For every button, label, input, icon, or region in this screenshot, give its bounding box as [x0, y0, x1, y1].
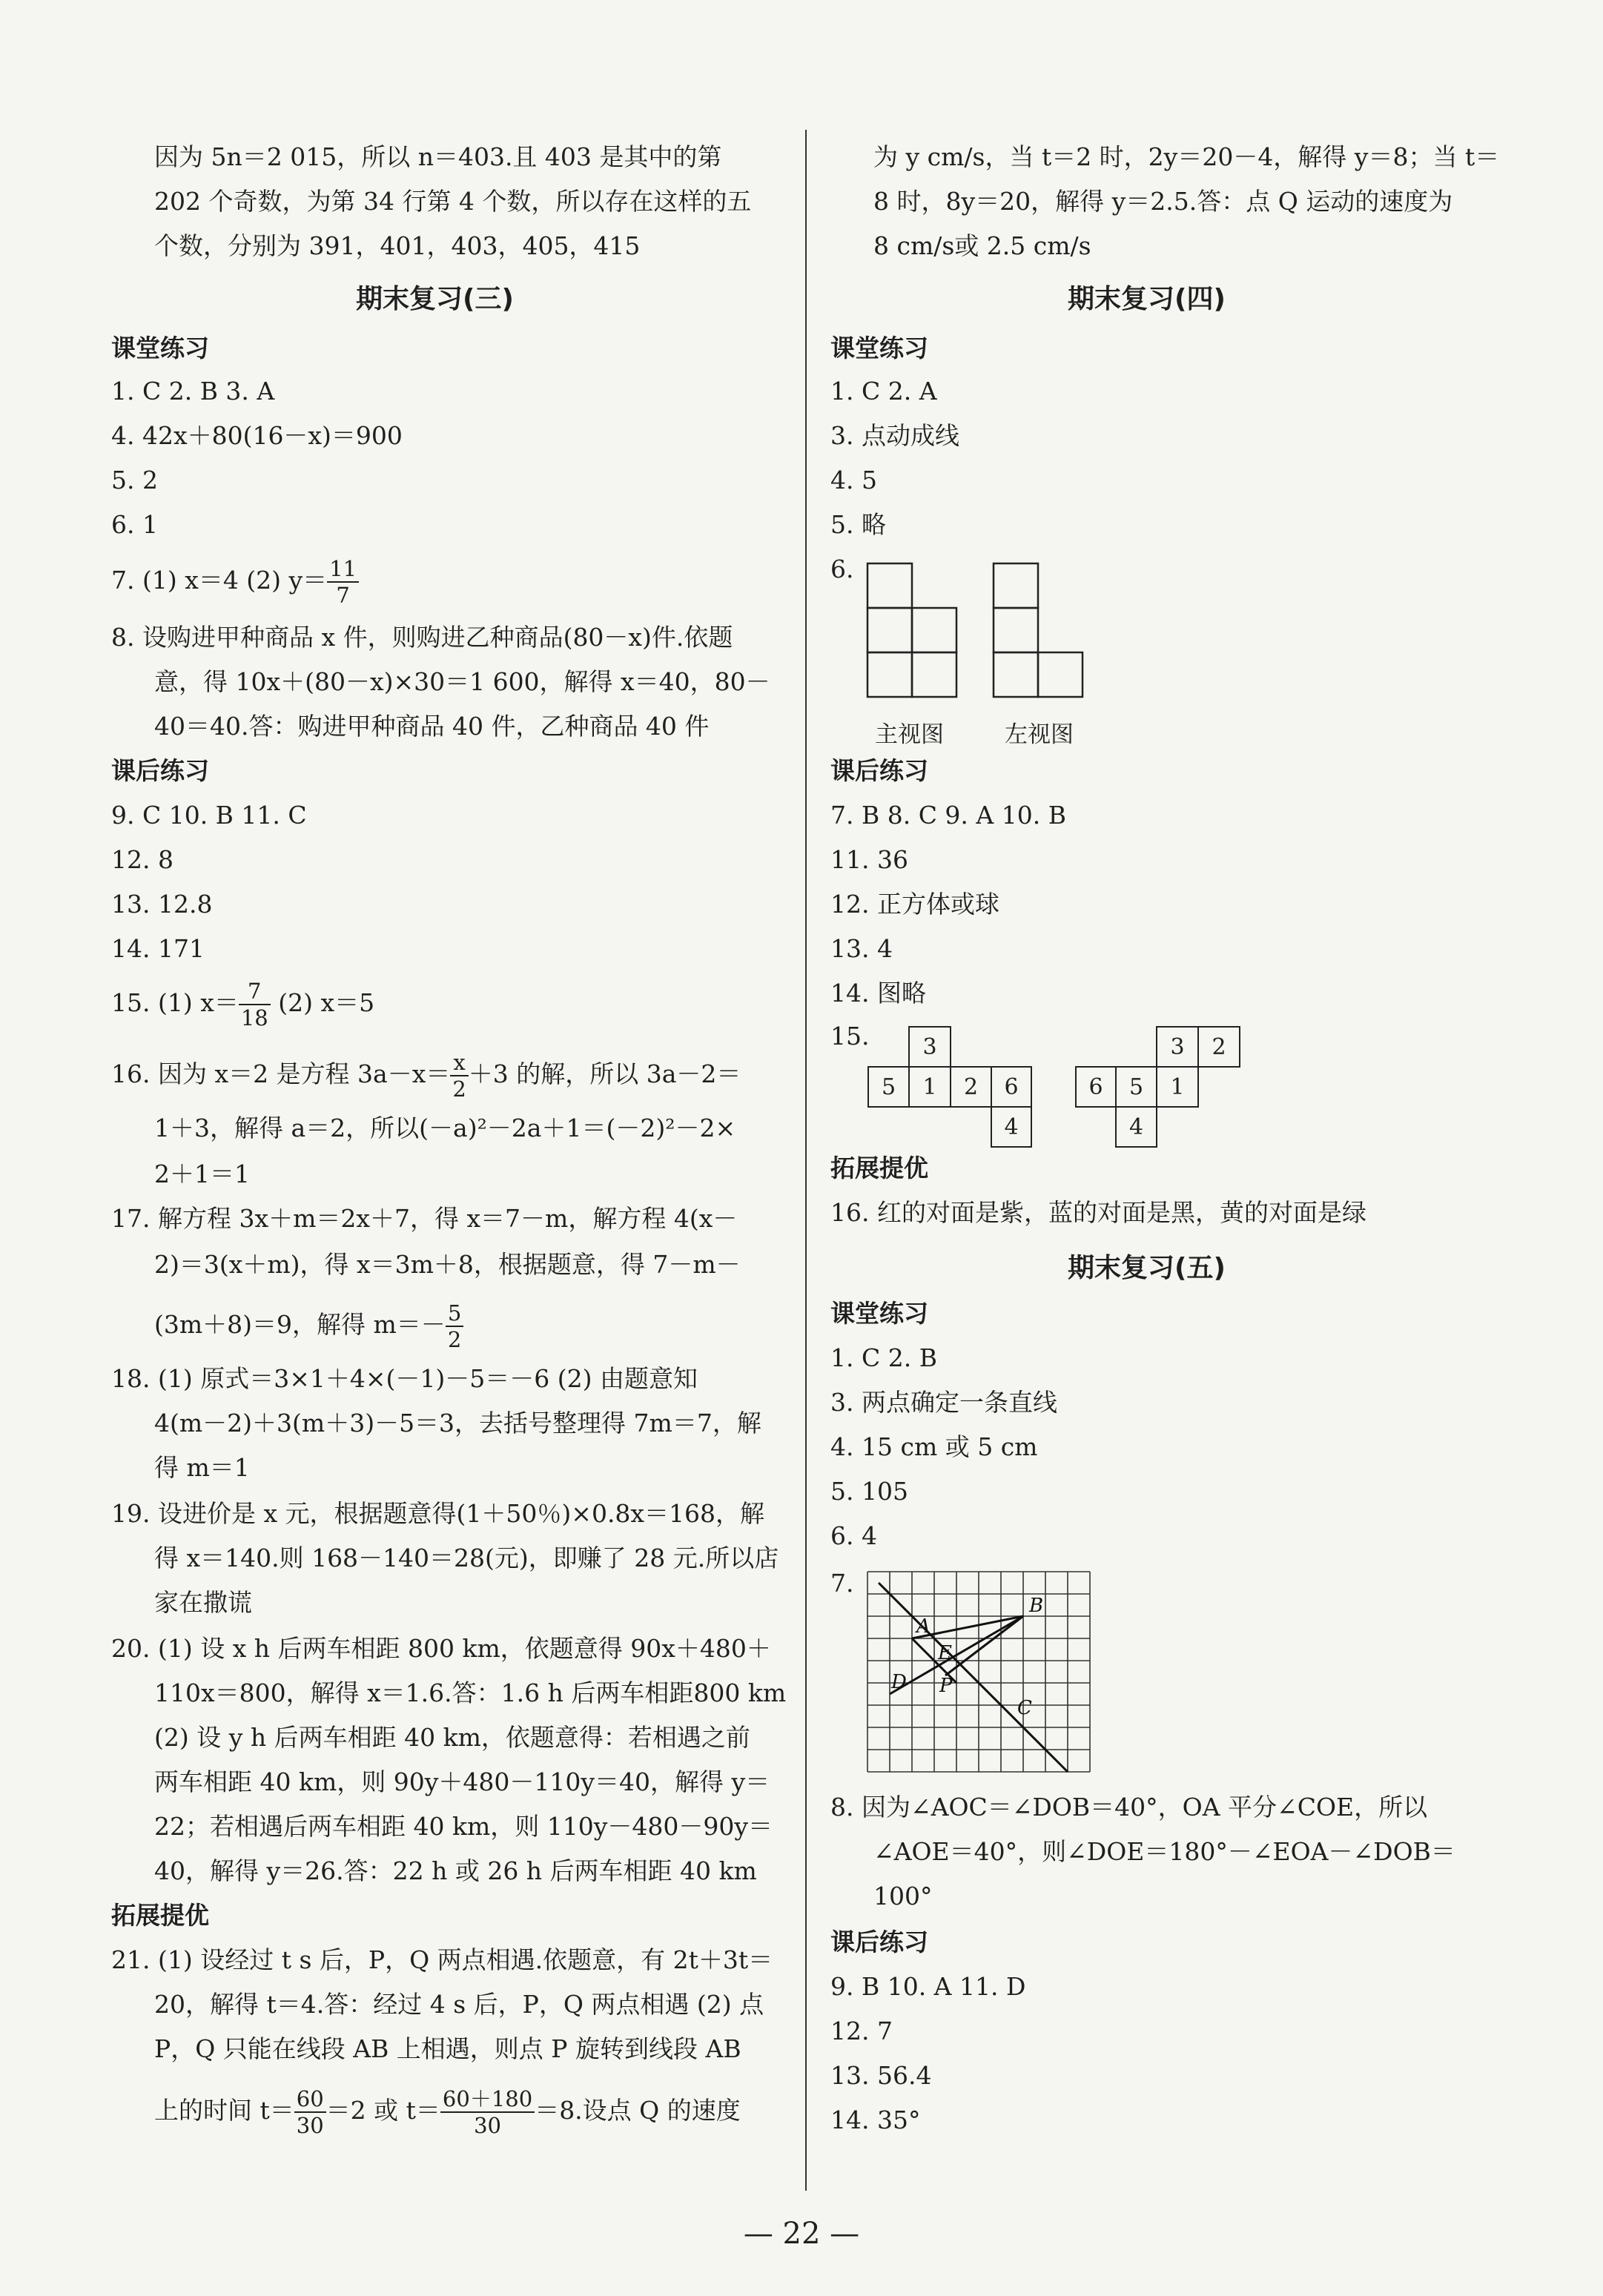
denominator: 30 — [474, 2113, 501, 2138]
answer-5-7: 7. — [830, 1569, 854, 1598]
point-label-A: A — [916, 1615, 931, 1638]
denominator: 7 — [336, 583, 350, 608]
answer-7 — [111, 556, 359, 608]
answer-5-8-line-2: ∠AOE＝40°，则∠DOE＝180°－∠EOA－∠DOB＝ — [873, 1837, 1455, 1866]
answer-8-line-2: 意，得 10x＋(80－x)×30＝1 600，解得 x＝40，80－ — [154, 667, 770, 696]
point-label-B: B — [1029, 1595, 1044, 1617]
answer-5: 5. 2 — [111, 466, 158, 494]
net-cell: 4 — [1116, 1107, 1157, 1147]
answer-16-line-1 — [111, 1050, 741, 1102]
answer-8-line-3: 40＝40.答：购进甲种商品 40 件，乙种商品 40 件 — [154, 712, 710, 741]
numerator: 11 — [327, 556, 359, 583]
answer-21-line-1: 21. (1) 设经过 t s 后，P，Q 两点相遇.依题意，有 2t＋3t＝ — [111, 1945, 773, 1974]
answer-20-line-4: 两车相距 40 km，则 90y＋480－110y＝40，解得 y＝ — [154, 1767, 770, 1796]
section-title-3: 期末复习(三) — [356, 284, 514, 314]
answer-16-text-2: ＋3 的解，所以 3a－2＝ — [468, 1059, 741, 1088]
intro-line-1: 因为 5n＝2 015，所以 n＝403.且 403 是其中的第 — [154, 142, 722, 171]
answer-21-text: 上的时间 t＝ — [154, 2096, 294, 2125]
heading-extension: 拓展提优 — [111, 1901, 209, 1930]
continued-line-1: 为 y cm/s，当 t＝2 时，2y＝20－4，解得 y＝8；当 t＝ — [873, 142, 1500, 171]
answer-5-12: 12. 7 — [830, 2017, 893, 2045]
answer-20-line-5: 22；若相遇后两车相距 40 km，则 110y－480－90y＝ — [154, 1812, 773, 1841]
answer-16-line-3: 2＋1＝1 — [154, 1159, 250, 1188]
answer-20-line-2: 110x＝800，解得 x＝1.6.答：1.6 h 后两车相距800 km — [154, 1678, 787, 1707]
answer-19-line-2: 得 x＝140.则 168－140＝28(元)，即赚了 28 元.所以店 — [154, 1544, 779, 1572]
geometry-grid-figure — [853, 1564, 1105, 1779]
net-cell: 2 — [1198, 1027, 1240, 1067]
answer-5-6: 6. 4 — [830, 1521, 877, 1550]
heading-class-practice: 课堂练习 — [830, 334, 928, 363]
numerator: 5 — [446, 1300, 463, 1327]
answer-15-part-2: (2) x＝5 — [270, 988, 375, 1017]
fraction — [450, 1050, 468, 1102]
heading-after-class: 课后练习 — [830, 756, 928, 785]
answer-5: 5. 略 — [830, 510, 886, 539]
section-title-5: 期末复习(五) — [1068, 1253, 1226, 1283]
answer-20-line-6: 40，解得 y＝26.答：22 h 或 26 h 后两车相距 40 km — [154, 1856, 757, 1885]
net-cell: 3 — [909, 1027, 951, 1067]
net-cell: 4 — [991, 1107, 1031, 1147]
numerator: 60 — [294, 2086, 326, 2113]
numerator: 60＋180 — [440, 2086, 535, 2113]
continued-line-2: 8 时，8y＝20，解得 y＝2.5.答：点 Q 运动的速度为 — [873, 187, 1453, 216]
answer-5-13: 13. 56.4 — [830, 2061, 932, 2090]
answer-15: 15. — [830, 1022, 870, 1051]
answer-16-line-2: 1＋3，解得 a＝2，所以(－a)²－2a＋1＝(－2)²－2× — [154, 1114, 736, 1142]
heading-class-practice-5: 课堂练习 — [830, 1299, 928, 1328]
answer-8-line-1: 8. 设购进甲种商品 x 件，则购进乙种商品(80－x)件.依题 — [111, 623, 733, 652]
answer-9-11: 9. C 10. B 11. C — [111, 801, 307, 830]
column-divider — [805, 130, 807, 2191]
fraction — [440, 2086, 535, 2138]
answer-7-text: 7. (1) x＝4 (2) y＝ — [111, 566, 328, 595]
answer-21-line-2: 20，解得 t＝4.答：经过 4 s 后，P，Q 两点相遇 (2) 点 — [154, 1990, 764, 2019]
numerator: x — [450, 1050, 468, 1076]
answer-12: 12. 正方体或球 — [830, 890, 999, 919]
answer-17-line-1: 17. 解方程 3x＋m＝2x＋7，得 x＝7－m，解方程 4(x－ — [111, 1204, 738, 1233]
answer-13: 13. 12.8 — [111, 890, 213, 919]
page-number-value: 22 — [782, 2217, 821, 2251]
answer-3: 3. 点动成线 — [830, 421, 959, 450]
net-cell: 1 — [1157, 1067, 1198, 1107]
heading-class-practice: 课堂练习 — [111, 334, 209, 363]
answer-20-line-3: (2) 设 y h 后两车相距 40 km，依题意得：若相遇之前 — [154, 1723, 750, 1752]
net-cell: 5 — [868, 1067, 909, 1107]
answer-5-4: 4. 15 cm 或 5 cm — [830, 1432, 1038, 1461]
answer-5-1-2: 1. C 2. B — [830, 1343, 937, 1372]
answer-19-line-1: 19. 设进价是 x 元，根据题意得(1＋50％)×0.8x＝168，解 — [111, 1499, 765, 1528]
answer-5-8-line-3: 100° — [873, 1882, 933, 1910]
answer-20-line-1: 20. (1) 设 x h 后两车相距 800 km，依题意得 90x＋480＋ — [111, 1634, 771, 1663]
front-view-caption: 主视图 — [875, 721, 944, 748]
answer-18-line-3: 得 m＝1 — [154, 1453, 250, 1482]
answer-15-text: 15. (1) x＝ — [111, 988, 239, 1017]
answer-11: 11. 36 — [830, 845, 908, 874]
answer-19-line-3: 家在撒谎 — [154, 1588, 252, 1617]
answer-1-2: 1. C 2. A — [830, 377, 937, 406]
cube-net-1 — [867, 1026, 1032, 1148]
answer-7-10: 7. B 8. C 9. A 10. B — [830, 801, 1066, 830]
page-number: — 22 — — [743, 2217, 860, 2251]
denominator: 2 — [447, 1327, 462, 1352]
answer-21-line-3: P，Q 只能在线段 AB 上相遇，则点 P 旋转到线段 AB — [154, 2034, 741, 2063]
heading-after-class-5: 课后练习 — [830, 1928, 928, 1956]
answer-21-line-4 — [154, 2086, 741, 2138]
answer-17-line-3 — [154, 1300, 463, 1352]
answer-1-3: 1. C 2. B 3. A — [111, 377, 275, 406]
answer-21-text-3: ＝8.设点 Q 的速度 — [535, 2096, 741, 2125]
answer-6: 6. 1 — [111, 510, 158, 539]
denominator: 2 — [452, 1076, 466, 1102]
answer-6: 6. — [830, 555, 854, 583]
answer-12: 12. 8 — [111, 845, 173, 874]
answer-16-text: 16. 因为 x＝2 是方程 3a－x＝ — [111, 1059, 451, 1088]
answer-5-14: 14. 35° — [830, 2105, 921, 2134]
fraction — [294, 2086, 326, 2138]
answer-13: 13. 4 — [830, 934, 893, 963]
answer-17-line-2: 2)＝3(x＋m)，得 x＝3m＋8，根据题意，得 7－m－ — [154, 1250, 741, 1279]
continued-line-3: 8 cm/s或 2.5 cm/s — [873, 231, 1091, 260]
answer-14: 14. 图略 — [830, 979, 926, 1008]
fraction — [327, 556, 359, 608]
answer-17-text: (3m＋8)＝9，解得 m＝－ — [154, 1310, 446, 1339]
net-cell: 3 — [1157, 1027, 1198, 1067]
answer-21-text-2: ＝2 或 t＝ — [325, 2096, 440, 2125]
heading-extension: 拓展提优 — [830, 1154, 928, 1182]
fraction — [446, 1300, 463, 1352]
answer-15 — [111, 979, 374, 1030]
denominator: 30 — [296, 2113, 324, 2138]
net-cell: 2 — [951, 1067, 991, 1107]
net-cell: 6 — [1076, 1067, 1116, 1107]
cube-net-2 — [1075, 1026, 1240, 1148]
fraction — [239, 979, 271, 1030]
point-label-P: P — [939, 1675, 953, 1697]
left-view-caption: 左视图 — [1005, 721, 1074, 748]
answer-4: 4. 42x＋80(16－x)＝900 — [111, 421, 403, 450]
point-label-C: C — [1017, 1697, 1032, 1719]
net-cell: 5 — [1116, 1067, 1157, 1107]
answer-18-line-2: 4(m－2)＋3(m＋3)－5＝3，去括号整理得 7m＝7，解 — [154, 1409, 761, 1438]
point-label-E: E — [938, 1642, 952, 1664]
numerator: 7 — [239, 979, 271, 1005]
answer-16: 16. 红的对面是紫，蓝的对面是黑，黄的对面是绿 — [830, 1198, 1366, 1227]
intro-line-3: 个数，分别为 391，401，403，405，415 — [154, 231, 641, 260]
intro-line-2: 202 个奇数，为第 34 行第 4 个数，所以存在这样的五 — [154, 187, 752, 216]
denominator: 18 — [240, 1005, 268, 1030]
heading-after-class: 课后练习 — [111, 756, 209, 785]
answer-5-3: 3. 两点确定一条直线 — [830, 1388, 1057, 1417]
point-label-D: D — [891, 1671, 907, 1693]
net-cell: 1 — [909, 1067, 951, 1107]
answer-5-5: 5. 105 — [830, 1477, 908, 1506]
section-title-4: 期末复习(四) — [1068, 284, 1226, 314]
answer-18-line-1: 18. (1) 原式＝3×1＋4×(－1)－5＝－6 (2) 由题意知 — [111, 1364, 698, 1393]
answer-14: 14. 171 — [111, 934, 205, 963]
net-cell: 6 — [991, 1067, 1031, 1107]
answer-4: 4. 5 — [830, 466, 877, 494]
answer-5-8-line-1: 8. 因为∠AOC＝∠DOB＝40°，OA 平分∠COE，所以 — [830, 1793, 1428, 1822]
three-view-drawings — [853, 556, 1120, 712]
answer-5-9-11: 9. B 10. A 11. D — [830, 1972, 1026, 2001]
